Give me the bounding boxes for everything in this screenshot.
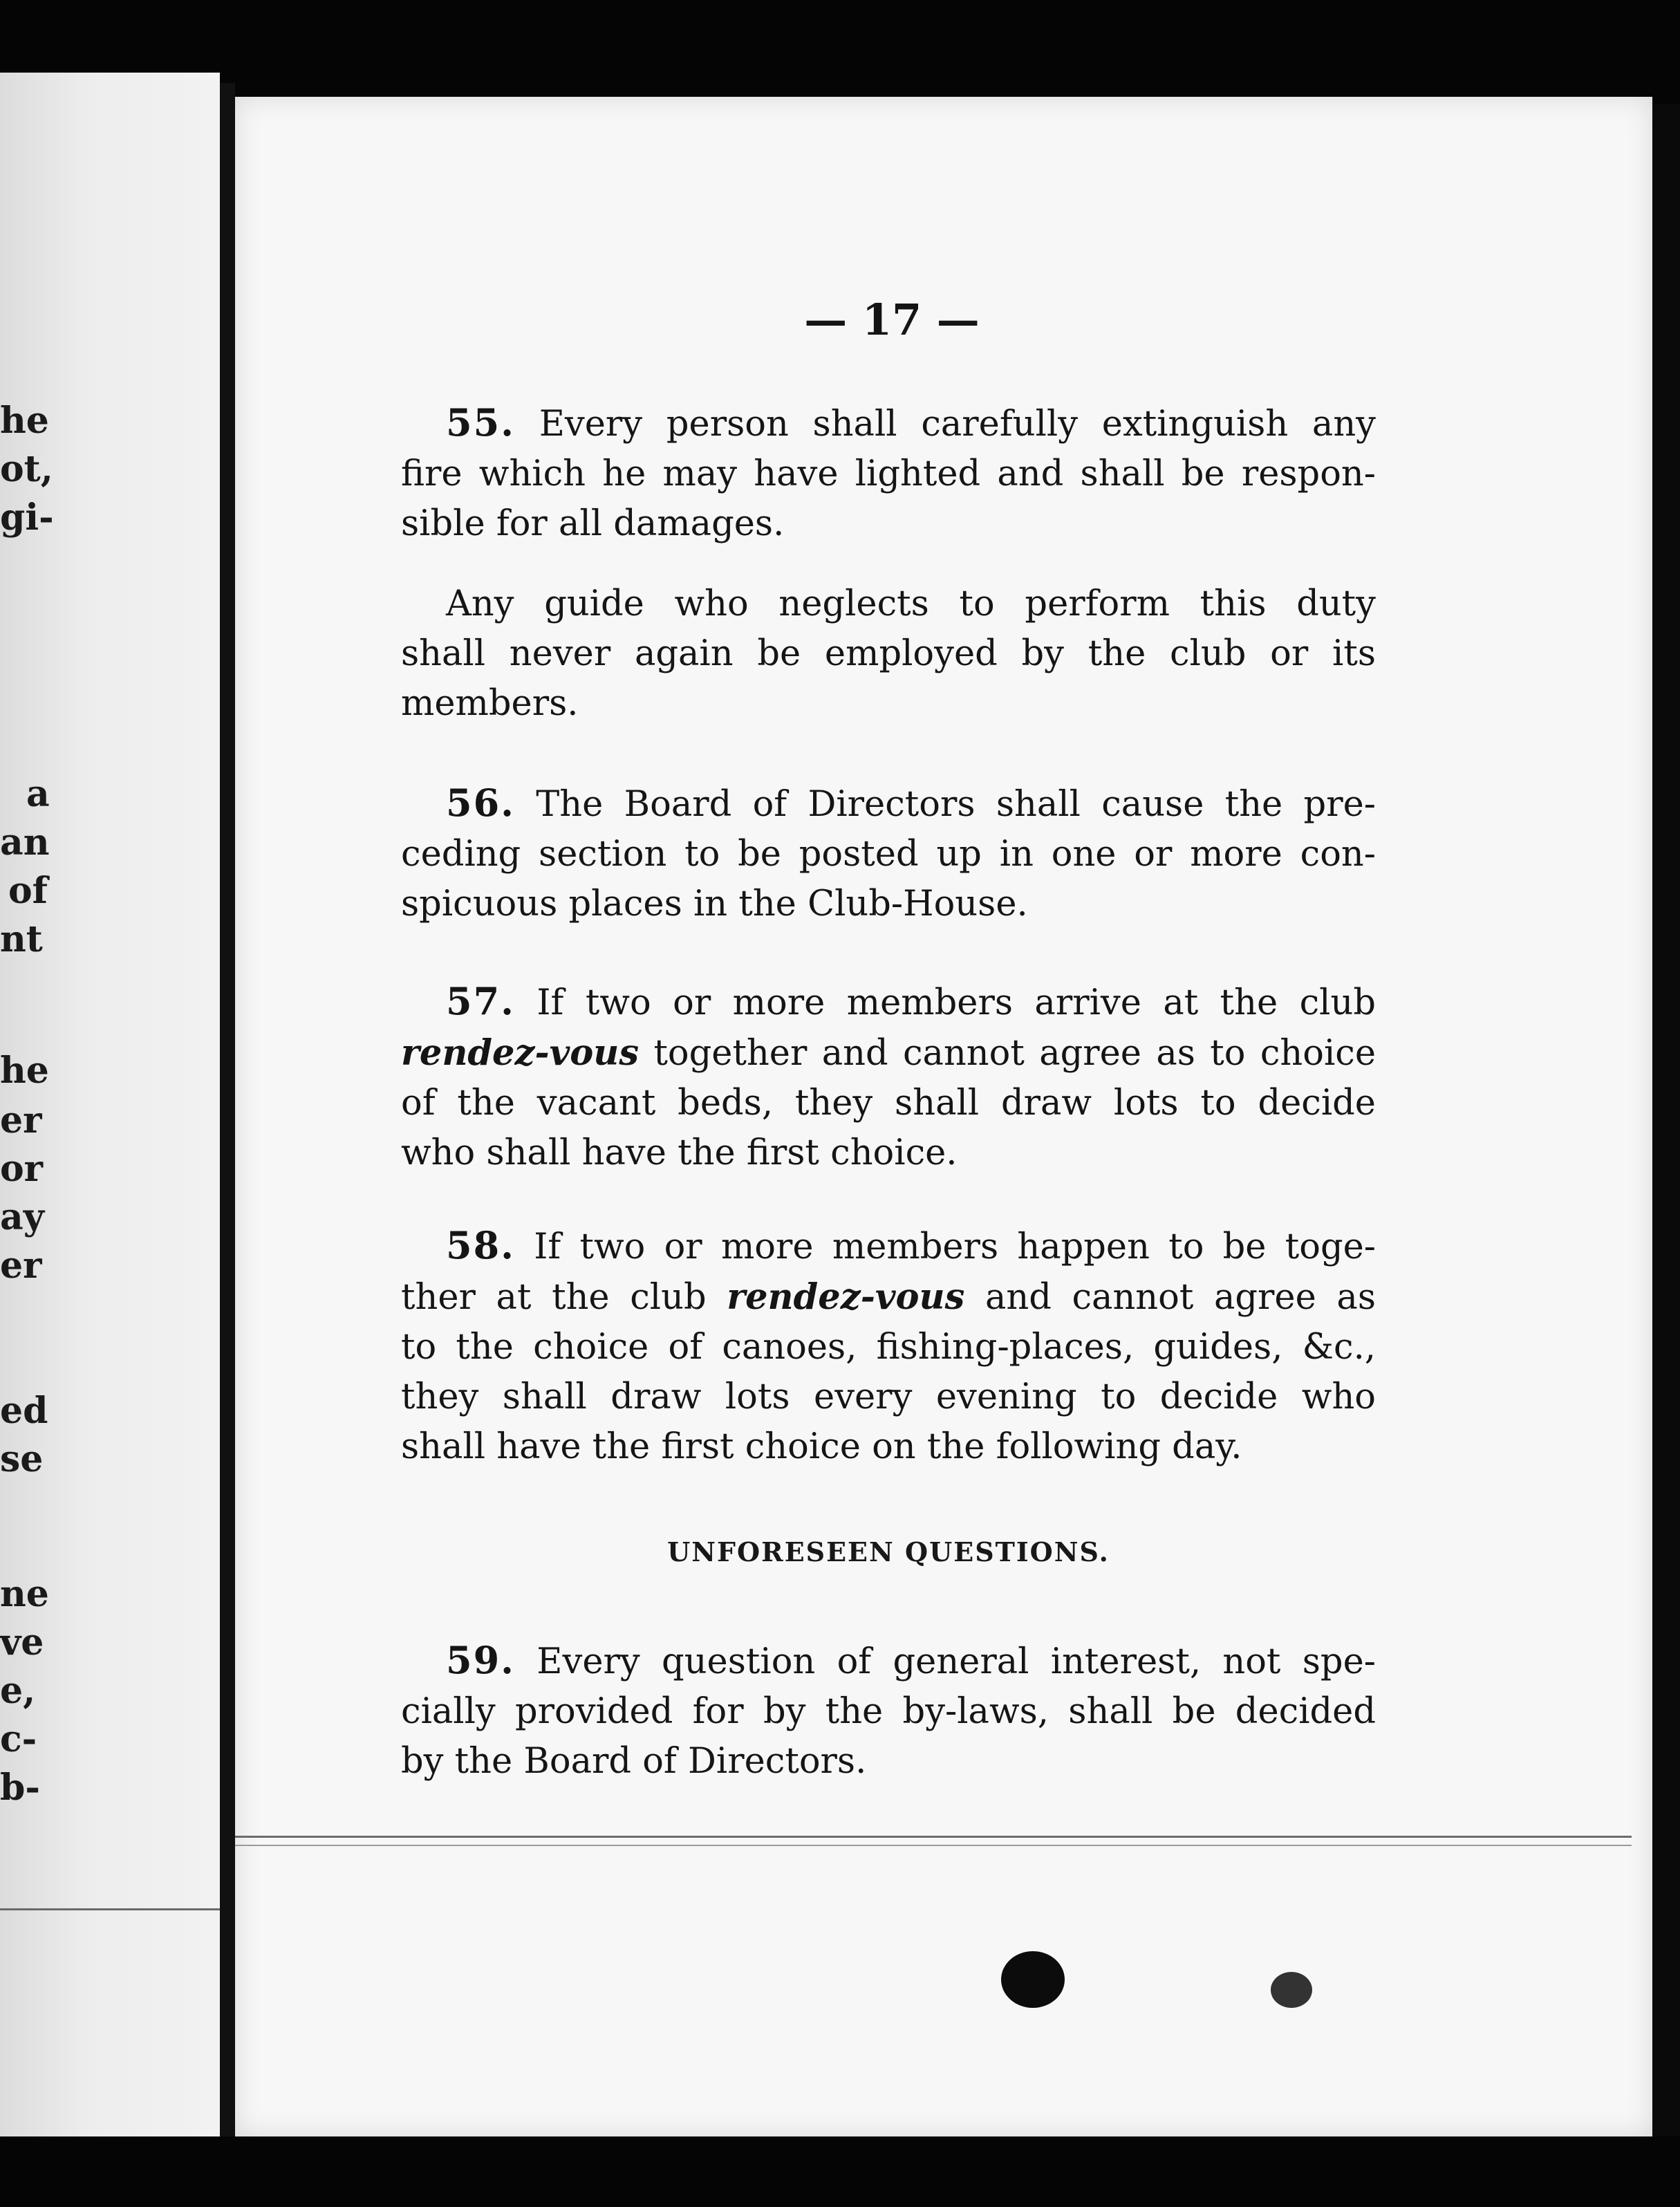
text-line: Every question of general interest, not spe- bbox=[536, 1641, 1376, 1682]
text-line: they shall draw lots every evening to decide who bbox=[401, 1377, 1376, 1417]
italic-term: rendez-vous bbox=[727, 1276, 965, 1318]
italic-term: rendez-vous bbox=[401, 1032, 640, 1074]
scan-border-top bbox=[0, 0, 1680, 104]
facing-page-fragment: gi- bbox=[0, 496, 54, 539]
facing-page-fragment: ot, bbox=[0, 448, 53, 490]
page-gutter bbox=[220, 83, 235, 2143]
text-line: The Board of Directors shall cause the pre- bbox=[536, 784, 1376, 825]
text-line: ceding section to be posted up in one or more con- bbox=[401, 834, 1376, 875]
facing-page-left bbox=[0, 73, 220, 2140]
bottom-rule-secondary bbox=[235, 1845, 1632, 1846]
ink-blot bbox=[1001, 1951, 1065, 2008]
text-line: shall never again be employed by the club or its bbox=[401, 633, 1376, 674]
facing-page-fragment: ve bbox=[0, 1621, 44, 1664]
facing-page-fragment: er bbox=[0, 1099, 42, 1142]
section-56 bbox=[401, 778, 1376, 929]
bottom-rule-left bbox=[0, 1908, 220, 1910]
section-58 bbox=[401, 1220, 1376, 1472]
text-line: sible for all damages. bbox=[401, 503, 785, 544]
text-line: If two or more members arrive at the club bbox=[536, 983, 1376, 1023]
text-line: Any guide who neglects to perform this duty bbox=[446, 584, 1376, 624]
section-number: 58. bbox=[446, 1223, 515, 1267]
facing-page-fragment: c- bbox=[0, 1718, 37, 1760]
section-59 bbox=[401, 1635, 1376, 1787]
facing-page-fragment: a bbox=[26, 773, 50, 815]
text-lead: ther at the club bbox=[401, 1277, 707, 1318]
paragraph-guide-duty bbox=[401, 579, 1376, 729]
text-line: spicuous places in the Club-House. bbox=[401, 884, 1028, 924]
text-line: cially provided for by the by-laws, shall be decided bbox=[401, 1691, 1376, 1732]
text-line: shall have the first choice on the following day. bbox=[401, 1426, 1242, 1467]
text-line: who shall have the first choice. bbox=[401, 1133, 958, 1173]
page-number: — 17 — bbox=[804, 295, 980, 345]
text-line: of the vacant beds, they shall draw lots to decide bbox=[401, 1083, 1376, 1124]
ink-blot bbox=[1271, 1972, 1312, 2008]
text-line: Every person shall carefully extinguish any bbox=[539, 404, 1376, 445]
facing-page-fragment: se bbox=[0, 1438, 44, 1480]
facing-page-fragment: er bbox=[0, 1245, 42, 1287]
text-line: together and cannot agree as to choice bbox=[653, 1033, 1376, 1074]
text-line: by the Board of Directors. bbox=[401, 1741, 867, 1782]
bottom-rule bbox=[235, 1836, 1632, 1838]
text-line: If two or more members happen to be toge- bbox=[534, 1227, 1376, 1267]
section-number: 55. bbox=[446, 400, 515, 445]
text-line: and cannot agree as bbox=[984, 1277, 1376, 1318]
facing-page-fragment: nt bbox=[0, 918, 43, 960]
facing-page-fragment: e, bbox=[0, 1670, 36, 1712]
facing-page-fragment: an bbox=[0, 821, 50, 864]
facing-page-fragment: ed bbox=[0, 1390, 48, 1432]
section-55 bbox=[401, 398, 1376, 549]
facing-page-fragment: he bbox=[0, 400, 49, 442]
section-57 bbox=[401, 976, 1376, 1178]
facing-page-fragment: ne bbox=[0, 1573, 49, 1615]
section-number: 59. bbox=[446, 1638, 515, 1682]
scan-border-bottom bbox=[0, 2136, 1680, 2207]
text-line: members. bbox=[401, 683, 579, 724]
text-line: to the choice of canoes, fishing-places, guides, &c., bbox=[401, 1327, 1376, 1368]
facing-page-fragment: he bbox=[0, 1050, 49, 1092]
facing-page-fragment: ay bbox=[0, 1196, 44, 1238]
facing-page-fragment: or bbox=[0, 1148, 44, 1190]
section-number: 56. bbox=[446, 781, 515, 825]
facing-page-fragment: of bbox=[8, 870, 48, 912]
section-number: 57. bbox=[446, 979, 515, 1023]
text-line: fire which he may have lighted and shall be respon- bbox=[401, 454, 1376, 494]
section-heading: UNFORESEEN QUESTIONS. bbox=[667, 1536, 1110, 1567]
facing-page-fragment: b- bbox=[0, 1767, 40, 1809]
